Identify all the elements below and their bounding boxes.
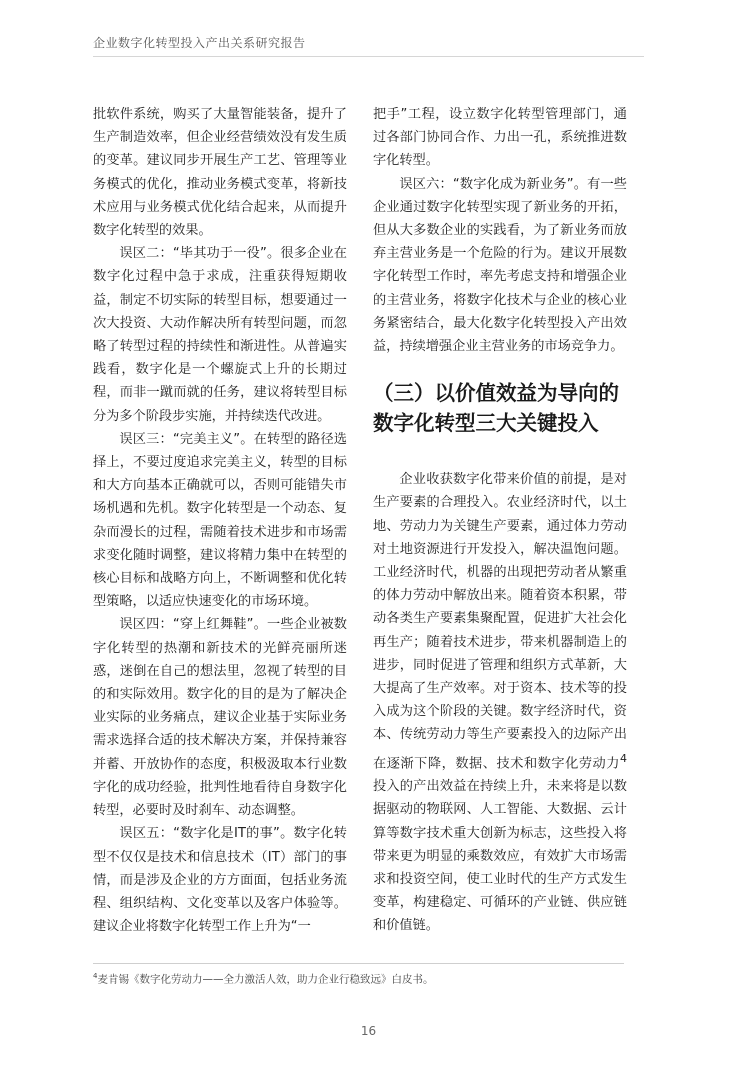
page-number: 16 [360,1024,377,1038]
body-paragraph: 误区二：“毕其功于一役”。很多企业在数字化过程中急于求成，注重获得短期收益，制定不切实际的转型目标，想要通过一次大投资、大动作解决所有转型问题，而忽略了转型过程的持续性和渐进性。从普遍实践看，数字化是一个螺旋式上升的长期过程，而非一蹴而就的任务，建议将转型目标分为多个阶段步实施，并持续迭代改进。 [93,246,347,424]
body-paragraph: 误区四：“穿上红舞鞋”。一些企业被数字化转型的热潮和新技术的光鲜亮丽所迷惑，迷倒在自己的想法里，忽视了转型的目的和实际效用。数字化的目的是为了解决企业实际的业务痛点，建议企业基于实际业务需求选择合适的技术解决方案，并保持兼容并蓄、开放协作的态度，积极汲取本行业数字化的成功经验，批判性地看待自身数字化转型，必要时及时刹车、动态调整。 [93,617,347,819]
footnote [93,969,633,988]
footnote-text: 麦肯锡《数字化劳动力——全力激活人效，助力企业行稳致远》白皮书。 [97,973,434,986]
right-column [373,103,627,938]
header-divider [93,56,644,57]
left-column [93,103,347,938]
section-heading: （三）以价值效益为导向的数字化转型三大关键投入 [373,381,619,436]
body-paragraph: 误区三：“完美主义”。在转型的路径选择上，不要过度追求完美主义，转型的目标和大方向基本正确就可以，否则可能错失市场机遇和先机。数字化转型是一个动态、复杂而漫长的过程，需随着技术进步和市场需求变化随时调整，建议将精力集中在转型的核心目标和战略方向上，不断调整和优化转型策略，以适应快速变化的市场环境。 [93,431,347,610]
body-paragraph: 把手”工程，设立数字化转型管理部门，通过各部门协同合作、力出一孔，系统推进数字化转型。 [373,107,627,169]
body-paragraph: 误区六：“数字化成为新业务”。有一些企业通过数字化转型实现了新业务的开拓，但从大多数企业的实践看，为了新业务而放弃主营业务是一个危险的行为。建议开展数字化转型工作时，率先考虑支持和增强企业的主营业务，将数字化技术与企业的核心业务紧密结合，最大化数字化转型投入产出效益，持续增强企业主营业务的市场竞争力。 [373,176,627,355]
body-paragraph: 误区五：“数字化是IT的事”。数字化转型不仅仅是技术和信息技术（IT）部门的事情，而是涉及企业的方方面面，包括业务流程、组织结构、文化变革以及客户体验等。建议企业将数字化转型工作上升为“一 [93,826,347,935]
running-header: 企业数字化转型投入产出关系研究报告 [93,36,306,50]
body-paragraph: 批软件系统，购买了大量智能装备，提升了生产制造效率，但企业经营绩效没有发生质的变革。建议同步开展生产工艺、管理等业务模式的优化，推动业务模式变革，将新技术应用与业务模式优化结合起来，从而提升数字化转型的效果。 [93,107,347,239]
footnote-reference[interactable]: 4 [620,751,627,765]
body-paragraph [373,468,627,937]
footnote-divider [93,963,624,964]
footnote-marker: 4 [93,972,98,980]
body-text: 企业收获数字化带来价值的前提，是对生产要素的合理投入。农业经济时代，以土地、劳动力为关键生产要素，通过体力劳动对土地资源进行开发投入，解决温饱问题。工业经济时代，机器的出现把劳动者从繁重的体力劳动中解放出来。随着资本积累，带动各类生产要素集聚配置，促进扩大社会化再生产；随着技术进步，带来机器制造上的进步，同时促进了管理和组织方式革新，大大提高了生产效率。对于资本、技术等的投入成为这个阶段的关键。数字经济时代，资本、传统劳动力等生产要素投入的边际产出在逐渐下降，数据、技术和数字化劳动力 [373,472,627,772]
body-text: 投入的产出效益在持续上升，未来将是以数据驱动的物联网、人工智能、大数据、云计算等数字技术重大创新为标志，这些投入将带来更为明显的乘数效应，有效扩大市场需求和投资空间，使工业时代的生产方式发生变革，构建稳定、可循环的产业链、供应链和价值链。 [373,779,627,934]
